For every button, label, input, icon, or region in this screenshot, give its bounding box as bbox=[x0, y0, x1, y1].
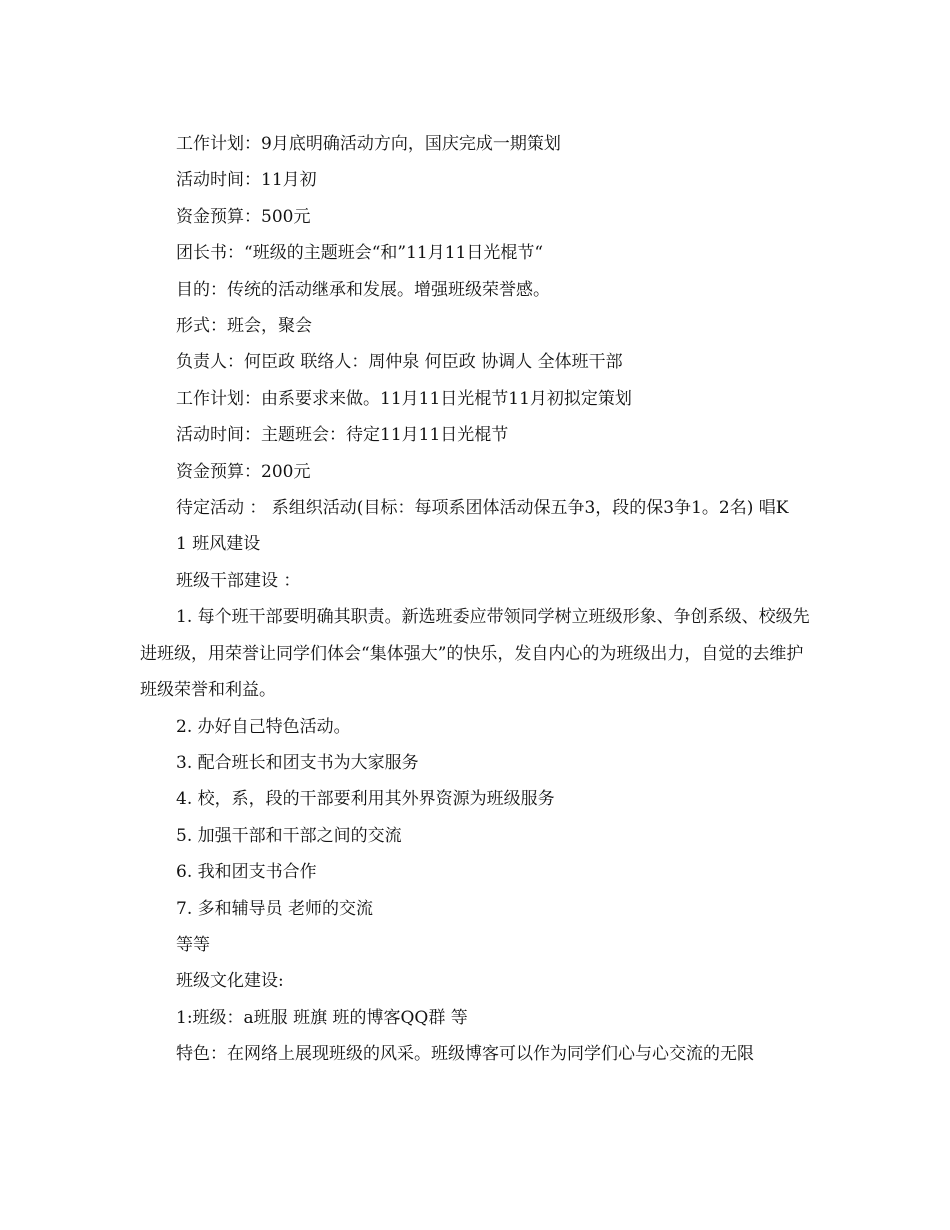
list-item: 3. 配合班长和团支书为大家服务 bbox=[176, 752, 419, 773]
feature-paragraph: 特色：在网络上展现班级的风采。班级博客可以作为同学们心与心交流的无限 bbox=[176, 1044, 754, 1065]
class-culture-heading: 班级文化建设: bbox=[176, 971, 284, 992]
league-secretary-line: 团长书：“班级的主题班会“和”11月11日光棍节“ bbox=[176, 243, 544, 264]
activity-time-line-2: 活动时间：主题班会：待定11月11日光棍节 bbox=[176, 425, 509, 446]
list-item: 4. 校，系，段的干部要利用其外界资源为班级服务 bbox=[176, 789, 555, 810]
purpose-line: 目的：传统的活动继承和发展。增强班级荣誉感。 bbox=[176, 279, 550, 300]
etc-line: 等等 bbox=[176, 934, 210, 955]
class-items-line: 1:班级：a班服 班旗 班的博客QQ群 等 bbox=[176, 1007, 468, 1028]
budget-line-2: 资金预算：200元 bbox=[176, 461, 311, 482]
cadre-building-heading: 班级干部建设 ： bbox=[176, 570, 301, 591]
list-item: 2. 办好自己特色活动。 bbox=[176, 716, 351, 737]
list-item: 5. 加强干部和干部之间的交流 bbox=[176, 825, 402, 846]
responsible-person-line: 负责人：何臣政 联络人：周仲泉 何臣政 协调人 全体班干部 bbox=[176, 352, 623, 373]
work-plan-line: 工作计划：9月底明确活动方向，国庆完成一期策划 bbox=[176, 134, 561, 154]
class-style-heading: 1 班风建设 bbox=[176, 534, 261, 555]
work-plan-line-2: 工作计划：由系要求来做。11月11日光棍节11月初拟定策划 bbox=[176, 388, 632, 409]
list-item: 6. 我和团支书合作 bbox=[176, 862, 317, 883]
document-body bbox=[140, 126, 816, 1073]
budget-line: 资金预算：500元 bbox=[176, 206, 311, 227]
format-line: 形式：班会，聚会 bbox=[176, 316, 312, 337]
list-item: 7. 多和辅导员 老师的交流 bbox=[176, 898, 374, 919]
list-item: 1. 每个班干部要明确其职责。新选班委应带领同学树立班级形象、争创系级、校级先进班级，用荣誉让同学们体会“集体强大”的快乐，发自内心的为班级出力，自觉的去维护班级荣誉和利益。 bbox=[140, 607, 810, 701]
activity-time-line: 活动时间：11月初 bbox=[176, 170, 317, 191]
pending-activities-paragraph: 待定活动 ： 系组织活动(目标：每项系团体活动保五争3，段的保3争1。2名) 唱K bbox=[176, 498, 789, 519]
